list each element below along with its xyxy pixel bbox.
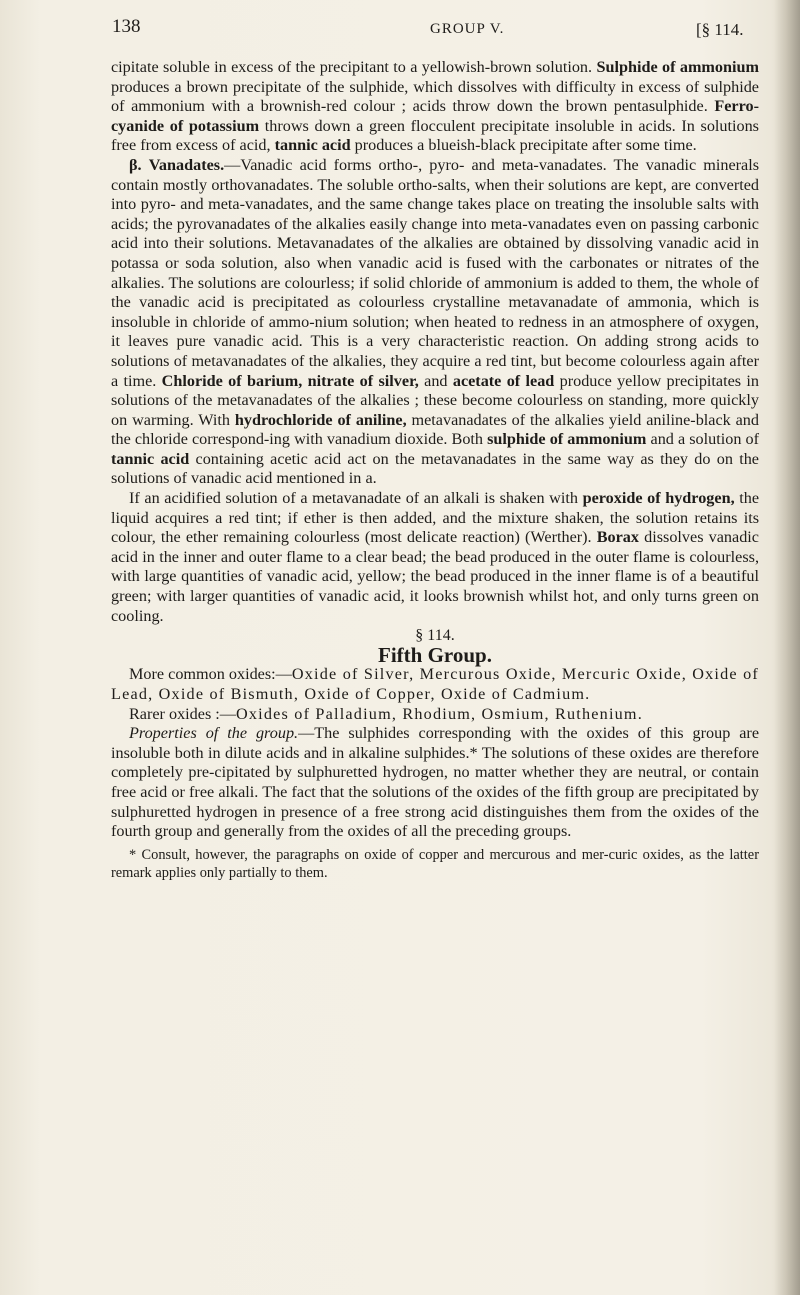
paragraph-continuation: cipitate soluble in excess of the precipitant to a yellowish-brown solution. Sulphide of ammonium produces a brown precipitate of the sulphide, which dissolves with difficulty in excess of sulphide of ammonium with a brownish-red colour ; acids throw down the brown pentasulphide. Ferro-cyanide of potassium throws down a green flocculent precipitate insoluble in acids. In solutions free from excess of acid, tannic acid produces a blueish-black precipitate after some time.	[111, 58, 759, 155]
paragraph-peroxide: If an acidified solution of a metavanadate of an alkali is shaken with peroxide of hydrogen, the liquid acquires a red tint; if ether is then added, and the mixture shaken, the solution retains its colour, the ether remaining colourless (most delicate reaction) (Werther). Borax dissolves vanadic acid in the inner and outer flame to a clear bead; the bead produced in the outer flame is colourless, with large quantities of vanadic acid, yellow; the bead produced in the inner flame is of a beautiful green; with larger quantities of vanadic acid, it looks brownish whilst hot, and only turns green on cooling.	[111, 489, 760, 625]
vanadates-heading: β. Vanadates.	[129, 155, 225, 174]
section-number: § 114.	[415, 627, 455, 645]
paragraph-common-oxides: More common oxides:—Oxide of Silver, Mercurous Oxide, Mercuric Oxide, Oxide of Lead, Oxide of Bismuth, Oxide of Copper, Oxide of Cadmium.	[111, 665, 759, 703]
running-title: GROUP V.	[430, 21, 505, 37]
paragraph-rarer-oxides: Rarer oxides :—Oxides of Palladium, Rhodium, Osmium, Ruthenium.	[129, 704, 643, 723]
paragraph-vanadates: β. Vanadates.—Vanadic acid forms ortho-, pyro- and meta-vanadates. The vanadic minerals contain mostly orthovanadates. The soluble ortho-salts, when their solutions are kept, are converted into pyro- and meta-vanadates, and the same change takes place on treating the insoluble salts with acids; the pyrovanadates of the alkalies easily change into meta-vanadates even on passing carbonic acid into their solutions. Metavanadates of the alkalies are obtained by dissolving vanadic acid in potassa or soda solution, also when vanadic acid is fused with the carbonates or nitrates of the alkalies. The solutions are colourless; if solid chloride of ammonium is added to them, the whole of the vanadic acid is precipitated as colourless crystalline metavanadate of ammonia, which is insoluble in chloride of ammo-nium solution; when heated to redness in an atmosphere of oxygen, it leaves pure vanadic acid. This is a very characteristic reaction. On adding strong acids to solutions of metavanadates of the alkalies, they acquire a red tint, but become colourless again after a time. Chloride of barium, nitrate of silver, and acetate of lead produce yellow precipitates in solutions of the metavanadates of the alkalies ; these become colourless on standing, more quickly on warming. With hydrochloride of aniline, metavanadates of the alkalies yield aniline-black and the chloride correspond-ing with vanadium dioxide. Both sulphide of ammonium and a solution of tannic acid containing acetic acid act on the metavanadates in the same way as they do on the solutions of vanadic acid mentioned in a.	[111, 155, 759, 488]
page-header	[100, 16, 760, 48]
paragraph-properties: Properties of the group.—The sulphides corresponding with the oxides of this group are insoluble both in dilute acids and in alkaline sulphides.* The solutions of these oxides are therefore completely pre-cipitated by sulphuretted hydrogen, no matter whether they are neutral, or contain free acid or free alkali. The fact that the solutions of the oxides of the fifth group are precipitated by sulphuretted hydrogen in presence of a free strong acid distinguishes them from the oxides of the fourth group and generally from the oxides of all the preceding groups.	[111, 724, 759, 841]
page-spine-shadow	[774, 0, 800, 1295]
section-reference: [§ 114.	[696, 20, 744, 39]
body-text	[111, 58, 759, 882]
footnote: * Consult, however, the paragraphs on oxide of copper and mercurous and mer-curic oxides, as the latter remark applies only partially to them.	[111, 846, 759, 881]
group-title: Fifth Group.	[378, 642, 492, 667]
page-number: 138	[112, 16, 141, 37]
